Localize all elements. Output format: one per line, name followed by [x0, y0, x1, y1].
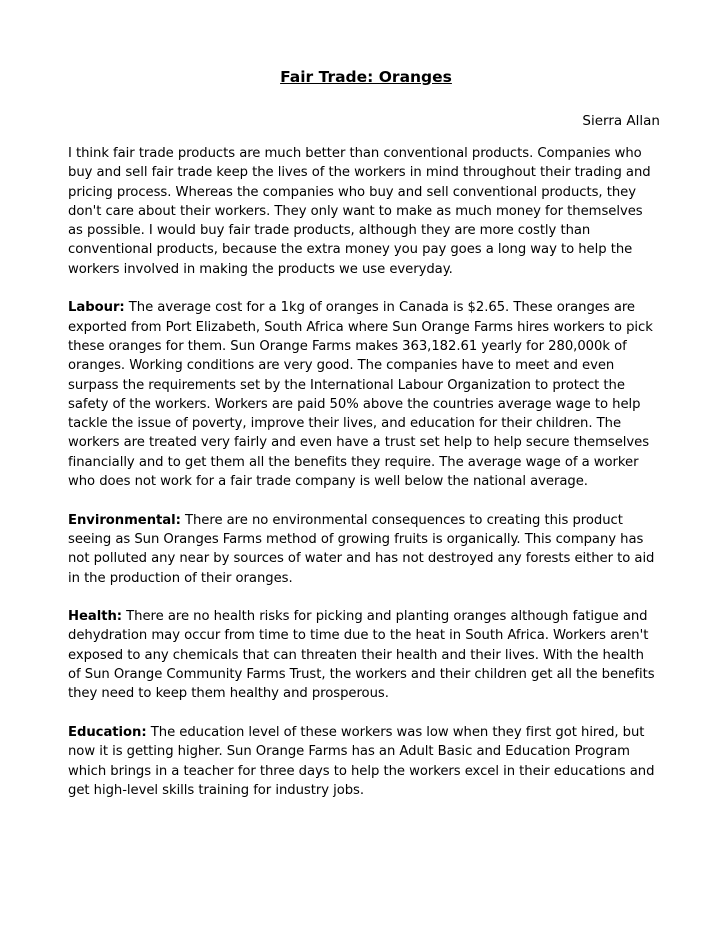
author-name: Sierra Allan	[582, 113, 660, 129]
intro-paragraph: I think fair trade products are much better than conventional products. Companies who buy and sell fair trade keep the lives of the workers in mind throughout their trading and pricing process. Whereas the companies who buy and sell conventional products, they don't care about their workers. They only want to make as much money for themselves as possible. I would buy fair trade products, although they are more costly than conventional products, because the extra money you pay goes a long way to help the workers involved in making the products we use everyday.	[68, 146, 651, 277]
document-title: Fair Trade: Oranges	[280, 68, 452, 86]
section-heading: Health:	[68, 609, 123, 625]
section-environmental	[68, 511, 660, 588]
section-text: There are no environmental consequences to creating this product seeing as Sun Oranges Farms method of growing fruits is organically. This company has not polluted any near by sources of water and has not destroyed any forests either to aid in the production of their oranges.	[68, 512, 655, 586]
section-heading: Environmental:	[68, 512, 181, 528]
section-labour	[68, 298, 660, 491]
section-heading: Labour:	[68, 300, 125, 316]
section-heading: Education:	[68, 724, 147, 740]
document-page	[68, 66, 660, 800]
section-health	[68, 607, 660, 703]
section-education	[68, 723, 660, 800]
section-text: The education level of these workers was low when they first got hired, but now it is getting higher. Sun Orange Farms has an Adult Basic and Education Program which brings in a teacher for three days to help the workers excel in their educations and get high-level skills training for industry jobs.	[68, 724, 655, 798]
section-text: The average cost for a 1kg of oranges in Canada is $2.65. These oranges are exported from Port Elizabeth, South Africa where Sun Orange Farms hires workers to pick these oranges for them. Sun Orange Farms makes 363,182.61 yearly for 280,000k of oranges. Working conditions are very good. The companies have to meet and even surpass the requirements set by the International Labour Organization to protect the safety of the workers. Workers are paid 50% above the countries average wage to help tackle the issue of poverty, improve their lives, and education for their children. The workers are treated very fairly and even have a trust set help to help secure themselves financially and to get them all the benefits they require. The average wage of a worker who does not work for a fair trade company is well below the national average.	[68, 300, 653, 490]
section-text: There are no health risks for picking and planting oranges although fatigue and dehydration may occur from time to time due to the heat in South Africa. Workers aren't exposed to any chemicals that can threaten their health and their lives. With the health of Sun Orange Community Farms Trust, the workers and their children get all the benefits they need to keep them healthy and prosperous.	[68, 609, 655, 702]
